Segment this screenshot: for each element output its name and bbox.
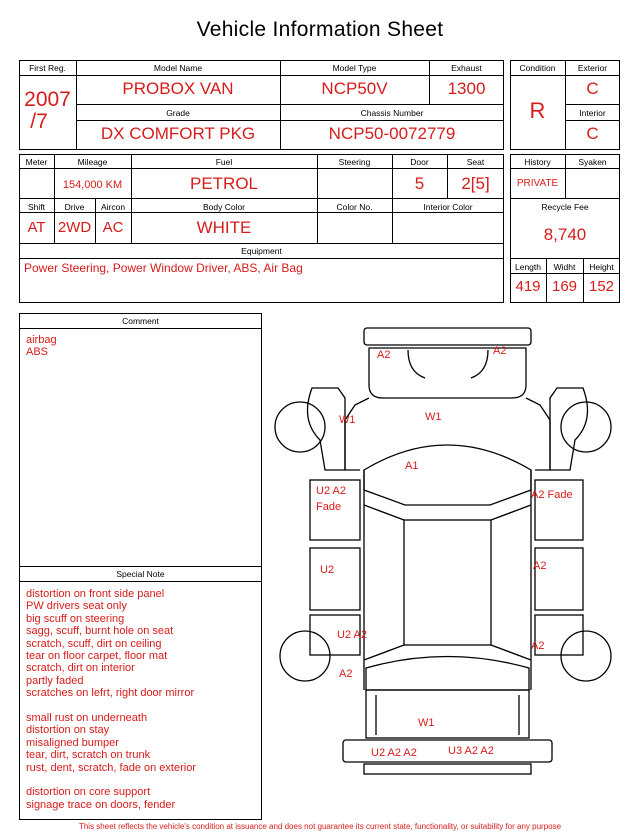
door-label: Door bbox=[410, 157, 429, 167]
sheet-title: Vehicle Information Sheet bbox=[196, 18, 444, 41]
model-name-value: PROBOX VAN bbox=[122, 79, 234, 98]
damage-front-bumper-right: A2 bbox=[493, 345, 507, 357]
steering-label: Steering bbox=[338, 157, 371, 167]
condition-label: Condition bbox=[519, 63, 556, 73]
special-note-label: Special Note bbox=[116, 569, 165, 579]
note-line: signage trace on doors, fender bbox=[26, 798, 176, 811]
grade-value: DX COMFORT PKG bbox=[100, 124, 256, 143]
left-front-fender bbox=[308, 388, 346, 470]
interior-value: C bbox=[586, 124, 599, 143]
history-value: PRIVATE bbox=[516, 178, 559, 189]
comment-line: ABS bbox=[26, 346, 49, 359]
body-outline bbox=[345, 398, 550, 470]
note-line: tear on floor carpet, floor mat bbox=[26, 650, 168, 663]
model-type-value: NCP50V bbox=[321, 79, 388, 98]
chassis-number-label: Chassis Number bbox=[360, 108, 424, 118]
first-reg-year: 2007 bbox=[24, 88, 71, 111]
length-label: Length bbox=[515, 262, 541, 272]
note-line: big scuff on steering bbox=[26, 612, 125, 625]
equipment-value: Power Steering, Power Window Driver, ABS, Air Bag bbox=[24, 261, 303, 275]
windshield bbox=[364, 445, 531, 505]
damage-left-rear-wheel: A2 bbox=[339, 668, 353, 680]
note-line: partly faded bbox=[26, 674, 84, 687]
recycle-fee-label: Recycle Fee bbox=[541, 202, 589, 212]
rear-window bbox=[366, 657, 529, 691]
right-front-fender bbox=[550, 388, 588, 470]
damage-right-quarter: A2 bbox=[531, 640, 545, 652]
damage-rear-bumper-right: U3 A2 A2 bbox=[448, 745, 494, 757]
damage-right-rear-door: A2 bbox=[533, 560, 547, 572]
mileage-label: Mileage bbox=[77, 157, 108, 167]
equipment-label: Equipment bbox=[241, 246, 282, 256]
note-line: distortion on core support bbox=[26, 786, 151, 799]
note-line: tear, dirt, scratch on trunk bbox=[26, 749, 151, 762]
front-bumper bbox=[364, 328, 531, 345]
length-value: 419 bbox=[515, 278, 541, 295]
disclaimer-footer: This sheet reflects the vehicle's condition at issuance and does not guarantee its current state, functionality, or suitability for any purpose bbox=[78, 822, 562, 831]
fuel-label: Fuel bbox=[215, 157, 233, 167]
note-line: distortion on front side panel bbox=[26, 588, 165, 600]
damage-left-front-door-fade: Fade bbox=[316, 501, 342, 513]
note-line: sagg, scuff, burnt hole on seat bbox=[26, 625, 174, 638]
drive-value: 2WD bbox=[57, 219, 92, 236]
front-right-wheel bbox=[561, 402, 611, 452]
aircon-label: Aircon bbox=[100, 202, 126, 212]
damage-rear-bumper-left: U2 A2 A2 bbox=[371, 747, 417, 759]
rear-right-wheel bbox=[561, 631, 611, 681]
mileage-value: 154,000 KM bbox=[62, 179, 123, 191]
body-color-label: Body Color bbox=[202, 202, 246, 212]
note-line: scratch, dirt on interior bbox=[26, 662, 135, 675]
seat-value: 2[5] bbox=[461, 174, 490, 193]
interior-label: Interior bbox=[579, 108, 606, 118]
height-label: Height bbox=[589, 262, 614, 272]
syaken-label: Syaken bbox=[578, 157, 607, 167]
roof bbox=[404, 520, 491, 645]
exterior-label: Exterior bbox=[577, 63, 608, 73]
exterior-value: C bbox=[586, 79, 599, 98]
right-rear-door bbox=[535, 548, 583, 610]
note-line: misaligned bumper bbox=[26, 736, 119, 749]
exhaust-label: Exhaust bbox=[451, 63, 482, 73]
condition-value: R bbox=[529, 98, 546, 123]
tailgate bbox=[366, 690, 529, 738]
damage-tailgate: W1 bbox=[418, 717, 435, 729]
comment-line: airbag bbox=[26, 334, 57, 346]
model-name-label: Model Name bbox=[153, 63, 203, 73]
damage-left-rear-door: U2 bbox=[320, 564, 335, 576]
damage-windshield: A1 bbox=[405, 460, 419, 472]
damage-left-quarter: U2 A2 bbox=[337, 629, 367, 641]
shift-label: Shift bbox=[27, 202, 45, 212]
model-type-label: Model Type bbox=[332, 63, 377, 73]
door-value: 5 bbox=[414, 174, 425, 193]
exhaust-value: 1300 bbox=[447, 79, 486, 98]
width-label: Widht bbox=[553, 262, 576, 272]
recycle-fee-value: 8,740 bbox=[543, 225, 587, 244]
first-reg-month: /7 bbox=[30, 110, 48, 133]
note-line: scratch, scuff, dirt on ceiling bbox=[26, 637, 162, 650]
damage-hood: W1 bbox=[425, 411, 442, 423]
fuel-value: PETROL bbox=[189, 174, 259, 193]
grade-label: Grade bbox=[166, 108, 190, 118]
front-left-wheel bbox=[275, 402, 325, 452]
damage-front-bumper-left: A2 bbox=[377, 349, 391, 361]
body-color-value: WHITE bbox=[196, 218, 252, 237]
note-line: rust, dent, scratch, fade on exterior bbox=[26, 761, 196, 774]
damage-left-fender: W1 bbox=[339, 414, 356, 426]
note-line: PW drivers seat only bbox=[26, 600, 127, 613]
history-label: History bbox=[524, 157, 551, 167]
height-value: 152 bbox=[588, 278, 615, 295]
chassis-number-value: NCP50-0072779 bbox=[328, 124, 456, 143]
aircon-value: AC bbox=[102, 219, 124, 236]
note-line: small rust on underneath bbox=[26, 712, 148, 725]
comment-label: Comment bbox=[122, 316, 159, 326]
color-no-label: Color No. bbox=[336, 202, 373, 212]
drive-label: Drive bbox=[64, 202, 85, 212]
first-reg-label: First Reg. bbox=[29, 63, 66, 73]
note-line: distortion on stay bbox=[26, 724, 110, 737]
rear-left-wheel bbox=[280, 631, 330, 681]
shift-value: AT bbox=[27, 219, 46, 236]
meter-label: Meter bbox=[25, 157, 48, 167]
damage-left-front-door: U2 A2 bbox=[316, 485, 346, 497]
left-rear-door bbox=[310, 548, 360, 610]
damage-right-front-door: A2 Fade bbox=[531, 489, 573, 501]
interior-color-label: Interior Color bbox=[423, 202, 473, 212]
width-value: 169 bbox=[551, 278, 578, 295]
note-line: scratches on lefrt, right door mirror bbox=[26, 687, 195, 700]
seat-label: Seat bbox=[466, 157, 485, 167]
